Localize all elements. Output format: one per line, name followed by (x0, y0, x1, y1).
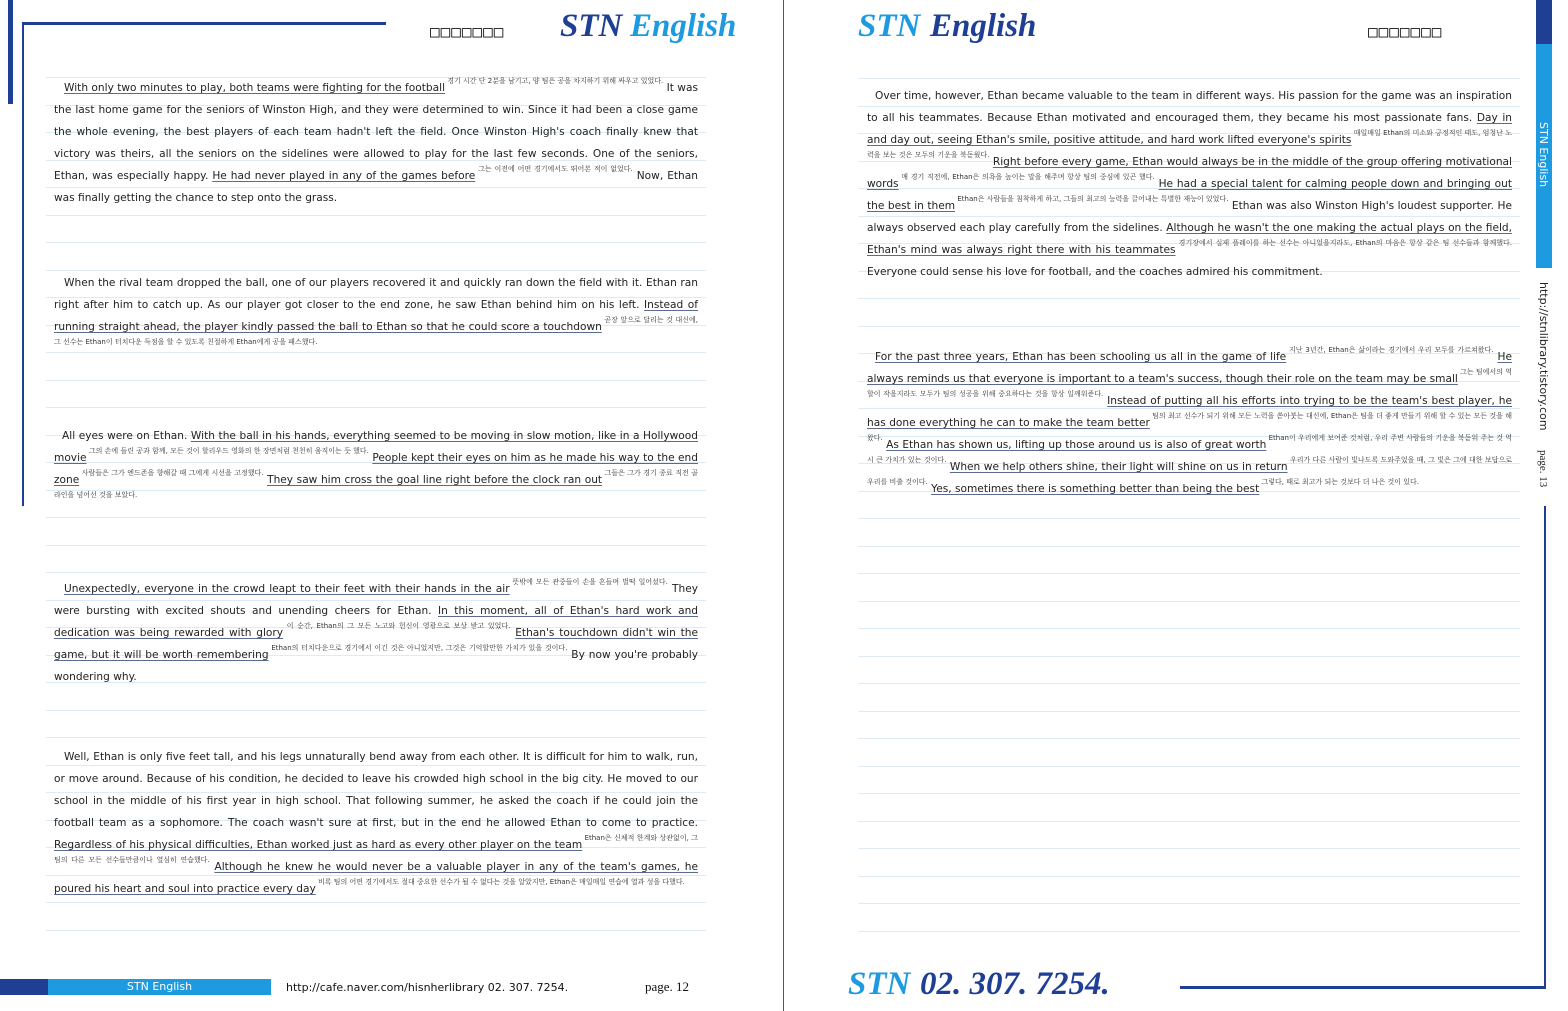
left-header-boxes: □□□□□□□ (430, 22, 505, 41)
left-paragraph-3 (54, 425, 698, 513)
right-side-line-vertical (1544, 506, 1546, 988)
left-paragraph-5 (54, 746, 698, 900)
ruled-line (858, 546, 1520, 547)
key-sentence: Ethan's touchdown didn't win the game, but it will be worth remembering (54, 627, 698, 661)
ruled-line (46, 930, 706, 931)
key-sentence: Day in and day out, seeing Ethan's smile, positive attitude, and hard work lifted everyone's spirits (867, 112, 1512, 146)
korean-translation: 그렇다, 때로 최고가 되는 것보다 더 나은 것이 있다. (1259, 478, 1419, 486)
right-side-bar-dark (1536, 0, 1552, 44)
key-sentence: As Ethan has shown us, lifting up those around us is also of great worth (886, 439, 1267, 451)
left-header-english: English (630, 8, 737, 44)
key-sentence: They saw him cross the goal line right before the clock ran out (267, 474, 603, 486)
ruled-line (858, 298, 1520, 299)
body-text: Everyone could sense his love for football, and the coaches admired his commitment. (867, 266, 1323, 278)
korean-translation: Ethan은 신체적 한계와 상관없이, 그 팀의 다른 모든 선수들만큼이나 열심히 연습했다. (54, 834, 698, 864)
ruled-line (46, 517, 706, 518)
body-text: Now, Ethan was finally getting the chance to step onto the grass. (54, 170, 698, 204)
key-sentence: Right before every game, Ethan would always be in the middle of the group offering motivational words (867, 156, 1512, 190)
left-footer-url: http://cafe.naver.com/hisnherlibrary 02. 307. 7254. (286, 981, 569, 994)
key-sentence: Unexpectedly, everyone in the crowd leapt to their feet with their hands in the air (64, 583, 510, 595)
right-side-tab-label: STN English (1537, 122, 1550, 188)
korean-translation: 그는 팀에서의 역할이 작을지라도 모두가 팀의 성공을 위해 중요하다는 것을 항상 일깨워준다. (867, 368, 1512, 398)
body-text: When the rival team dropped the ball, one of our players recovered it and quickly ran down the field with it. Ethan ran right after him to catch up. As our player got closer to the end zone, he saw Ethan behind him on his left. (54, 277, 698, 311)
right-side-url: http://stnlibrary.tistory.com (1537, 282, 1550, 431)
ruled-line (46, 902, 706, 903)
korean-translation: Ethan이 우리에게 보여준 것처럼, 우리 주변 사람들의 기운을 북돋워 주는 것 역시 큰 가치가 있는 것이다. (867, 434, 1513, 464)
right-side-page: page. 13 (1537, 450, 1549, 488)
ruled-line (858, 821, 1520, 822)
ruled-line (46, 407, 706, 408)
body-text: Well, Ethan is only five feet tall, and his legs unnaturally bend away from each other. It is difficult for him to walk, run, or move around. Because of his condition, he decided to leave his crowded high school in the big city. He moved to our school in the middle of his first year in high school. That following summer, he asked the coach if he could join the football team as a sophomore. The coach wasn't sure at first, but in the end he allowed Ethan to come to practice. (54, 751, 698, 829)
ruled-line (46, 380, 706, 381)
ruled-line (858, 78, 1520, 79)
korean-translation: Ethan은 사람들을 침착하게 하고, 그들의 최고의 능력을 끌어내는 특별한 재능이 있었다. (955, 195, 1229, 203)
key-sentence: Regardless of his physical difficulties, Ethan worked just as hard as every other player on the team (54, 839, 583, 851)
korean-translation: 그의 손에 들린 공과 함께, 모든 것이 할리우드 영화의 한 장면처럼 천천히 움직이는 듯 했다. (86, 447, 369, 455)
key-sentence: For the past three years, Ethan has been schooling us all in the game of life (875, 351, 1287, 363)
korean-translation: 경기 시간 단 2분을 남기고, 양 팀은 공을 차지하기 위해 싸우고 있었다. (445, 77, 664, 85)
left-footer-bar-dark (0, 979, 48, 995)
key-sentence: Instead of putting all his efforts into trying to be the team's best player, he has done everything he can to make the team better (867, 395, 1512, 429)
korean-translation: 곧장 앞으로 달리는 것 대신에, 그 선수는 Ethan이 터치다운 득점을 할 수 있도록 친절하게 Ethan에게 공을 패스했다. (54, 316, 698, 346)
right-header (858, 8, 1498, 48)
ruled-line (858, 683, 1520, 684)
left-header-stn: STN (560, 8, 623, 44)
right-paragraph-1 (867, 85, 1512, 283)
ruled-line (46, 242, 706, 243)
left-paragraph-2 (54, 272, 698, 360)
korean-translation: 팀의 최고 선수가 되기 위해 모든 노력을 쏟아붓는 대신에, Ethan은 팀을 더 좋게 만들기 위해 할 수 있는 모든 것을 해왔다. (867, 412, 1512, 442)
ruled-line (46, 545, 706, 546)
left-footer-tab-label: STN English (126, 980, 193, 993)
korean-translation: 지난 3년간, Ethan은 삶이라는 경기에서 우리 모두를 가르쳐왔다. (1286, 346, 1494, 354)
left-header (430, 8, 740, 48)
body-text: It was the last home game for the seniors of Winston High, and they were determined to win. Since it had been a close game the whole evening, the best players of each team hadn't left the field. Once Winston High's coach finally knew that victory was theirs, all the seniors on the sidelines were allowed to play for the last few seconds. One of the seniors, Ethan, was especially happy. (54, 82, 698, 182)
ruled-line (46, 215, 706, 216)
right-footer-phone: 02. 307. 7254. (920, 966, 1110, 1002)
ruled-line (46, 737, 706, 738)
key-sentence: In this moment, all of Ethan's hard work and dedication was being rewarded with glory (54, 605, 699, 639)
body-text: They were bursting with excited shouts and unending cheers for Ethan. (54, 583, 698, 617)
korean-translation: 이 순간, Ethan의 그 모든 노고와 헌신이 영광으로 보상 받고 있었다. (283, 622, 511, 630)
left-footer-page: page. 12 (645, 979, 690, 994)
ruled-line (858, 326, 1520, 327)
korean-translation: 매일매일 Ethan의 미소와 긍정적인 태도, 엄청난 노력을 보는 것은 모두의 기운을 북돋웠다. (867, 129, 1512, 159)
key-sentence: Yes, sometimes there is something better than being the best (931, 483, 1260, 495)
key-sentence: He had never played in any of the games before (212, 170, 476, 182)
korean-translation: 사람들은 그가 엔드존을 향해갈 때 그에게 시선을 고정했다. (79, 469, 264, 477)
key-sentence: He always reminds us that everyone is important to a team's success, though their role on the team may be small (867, 351, 1512, 385)
right-footer (848, 966, 1178, 1006)
left-footer-tab (48, 979, 271, 995)
korean-translation: 우리가 다른 사람이 빛나도록 도와주었을 때, 그 빛은 그에 대한 보답으로 우리를 비출 것이다. (867, 456, 1512, 486)
korean-translation: 경기장에서 실제 플레이를 하는 선수는 아니었을지라도, Ethan의 마음은 항상 같은 팀 선수들과 함께했다. (1175, 239, 1512, 247)
page-divider (783, 0, 784, 1011)
ruled-line (858, 601, 1520, 602)
right-footer-line (1180, 986, 1546, 989)
left-corner-line-vertical (22, 22, 24, 506)
ruled-line (858, 848, 1520, 849)
left-paragraph-1 (54, 77, 698, 209)
key-sentence: Instead of running straight ahead, the player kindly passed the ball to Ethan so that he could score a touchdown (54, 299, 698, 333)
ruled-line (858, 931, 1520, 932)
key-sentence: Although he wasn't the one making the actual plays on the field, Ethan's mind was always right there with his teammates (867, 222, 1513, 256)
ruled-line (858, 711, 1520, 712)
right-header-boxes: □□□□□□□ (1368, 22, 1443, 41)
ruled-line (858, 903, 1520, 904)
key-sentence: When we help others shine, their light will shine on us in return (949, 461, 1288, 473)
left-corner-bar-vertical (8, 0, 13, 104)
key-sentence: He had a special talent for calming people down and bringing out the best in them (867, 178, 1512, 212)
korean-translation: 뜻밖에 모든 관중들이 손을 흔들며 벌떡 일어섰다. (509, 578, 668, 586)
korean-translation: 매 경기 직전에, Ethan은 의욕을 높이는 말을 해주며 항상 팀의 중심에 있곤 했다. (898, 173, 1155, 181)
ruled-line (858, 793, 1520, 794)
right-paragraph-2 (867, 346, 1512, 500)
ruled-line (46, 270, 706, 271)
ruled-line (46, 710, 706, 711)
left-corner-line-horizontal (22, 22, 386, 25)
right-header-stn: STN (858, 8, 921, 44)
body-text: All eyes were on Ethan. (62, 430, 191, 442)
korean-translation: 그들은 그가 경기 종료 직전 골 라인을 넘어선 것을 보았다. (54, 469, 698, 499)
ruled-line (46, 572, 706, 573)
key-sentence: With only two minutes to play, both teams were fighting for the football (64, 82, 446, 94)
ruled-line (858, 738, 1520, 739)
ruled-line (858, 656, 1520, 657)
korean-translation: 비록 팀의 어떤 경기에서도 절대 중요한 선수가 될 수 없다는 것을 알았지만, Ethan은 매일매일 연습에 열과 성을 다했다. (315, 878, 685, 886)
korean-translation: Ethan의 터치다운으로 경기에서 이긴 것은 아니었지만, 그것은 기억할만한 가치가 있을 것이다. (268, 644, 568, 652)
body-text: Ethan was also Winston High's loudest supporter. He always observed each play carefully from the sidelines. (867, 200, 1512, 234)
right-header-english: English (930, 8, 1037, 44)
right-footer-stn: STN (848, 966, 911, 1002)
ruled-line (858, 573, 1520, 574)
ruled-line (858, 518, 1520, 519)
ruled-line (858, 766, 1520, 767)
key-sentence: People kept their eyes on him as he made his way to the end zone (54, 452, 698, 486)
ruled-line (858, 628, 1520, 629)
korean-translation: 그는 이전에 어떤 경기에서도 뛰어본 적이 없었다. (475, 165, 633, 173)
right-side-tab (1536, 44, 1552, 268)
body-text: Over time, however, Ethan became valuable to the team in different ways. His passion for the game was an inspiration to all his teammates. Because Ethan motivated and encouraged them, they became his most passionate fans. (867, 90, 1512, 124)
ruled-line (858, 876, 1520, 877)
body-text: By now you're probably wondering why. (54, 649, 698, 683)
key-sentence: With the ball in his hands, everything seemed to be moving in slow motion, like in a Hollywood movie (54, 430, 698, 464)
key-sentence: Although he knew he would never be a valuable player in any of the team's games, he poured his heart and soul into practice every day (54, 861, 699, 895)
left-paragraph-4 (54, 578, 698, 688)
